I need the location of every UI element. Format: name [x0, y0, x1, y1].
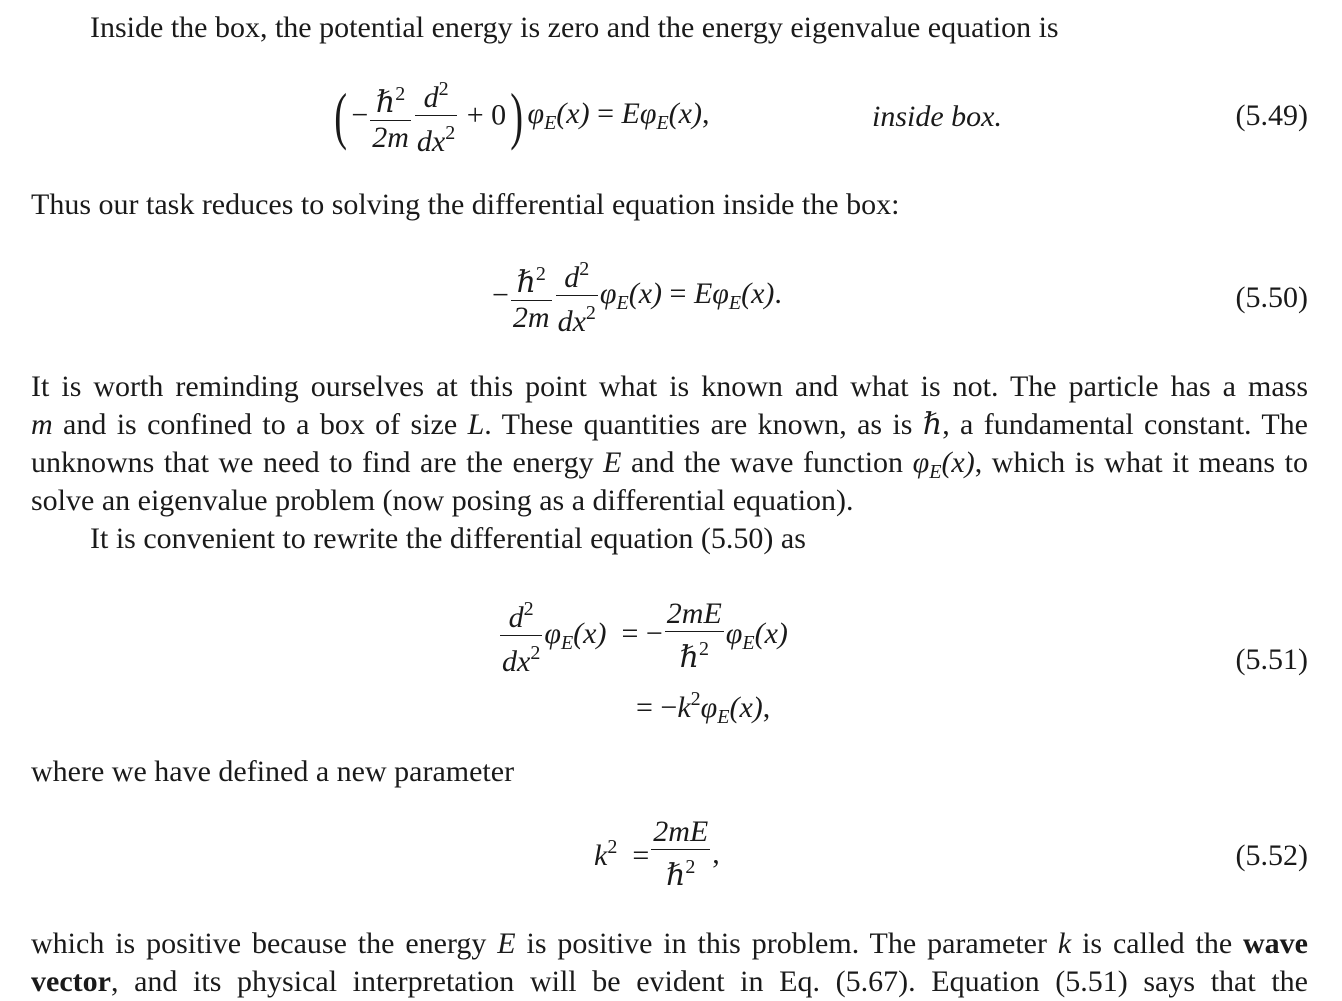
equation-number-5-52: (5.52) — [1235, 839, 1308, 872]
paragraph-knowns-line-4: solve an eigenvalue problem (now posing as a differential equation). — [31, 484, 854, 517]
paragraph-new-parameter: where we have defined a new parameter — [31, 755, 515, 788]
paragraph-knowns-line-3: unknowns that we need to find are the energy E and the wave function $\varphi_E(x)$, which is what it means to — [31, 446, 1308, 483]
paragraph-knowns-line-2: m and is confined to a box of size L. These quantities are known, as is ℏ, a fundamental constant. The — [31, 408, 1308, 441]
equation-5-49-note: inside box. — [872, 100, 1002, 133]
equation-5-49: ( − $\frac{\hbar^2}{2m}$ $\frac{d^2}{dx^2}$ + 0) $\varphi_E(x) = E\varphi_E(x)$, — [330, 72, 709, 159]
paragraph-wave-vector-line-1: which is positive because the energy E is positive in this problem. The parameter k is called the wave — [31, 927, 1308, 960]
equation-5-51-line-1: $\frac{d^2}{dx^2}$ $\varphi_E(x)$ = − $\frac{2mE}{\hbar^2}$ $\varphi_E(x)$ — [498, 592, 788, 679]
equation-5-52: $k^2$ = $\frac{2mE}{\hbar^2}$ , — [594, 815, 720, 892]
paragraph-task: Thus our task reduces to solving the differential equation inside the box: — [31, 188, 900, 221]
equation-number-5-49: (5.49) — [1235, 99, 1308, 132]
paragraph-rewrite: It is convenient to rewrite the differential equation (5.50) as — [90, 522, 806, 555]
equation-5-51-line-2: = $-k^2\varphi_E(x)$, — [636, 688, 771, 728]
equation-number-5-51: (5.51) — [1235, 643, 1308, 676]
paragraph-intro: Inside the box, the potential energy is zero and the energy eigenvalue equation is — [90, 11, 1059, 44]
equation-5-50: − $\frac{\hbar^2}{2m}$ $\frac{d^2}{dx^2}$ $\varphi_E(x) = E\varphi_E(x)$. — [492, 252, 782, 339]
paragraph-wave-vector-line-2: vector, and its physical interpretation will be evident in Eq. (5.67). Equation (5.51) says that the — [31, 965, 1308, 998]
equation-number-5-50: (5.50) — [1235, 281, 1308, 314]
paragraph-knowns-line-1: It is worth reminding ourselves at this point what is known and what is not. The particle has a mass — [31, 370, 1308, 403]
